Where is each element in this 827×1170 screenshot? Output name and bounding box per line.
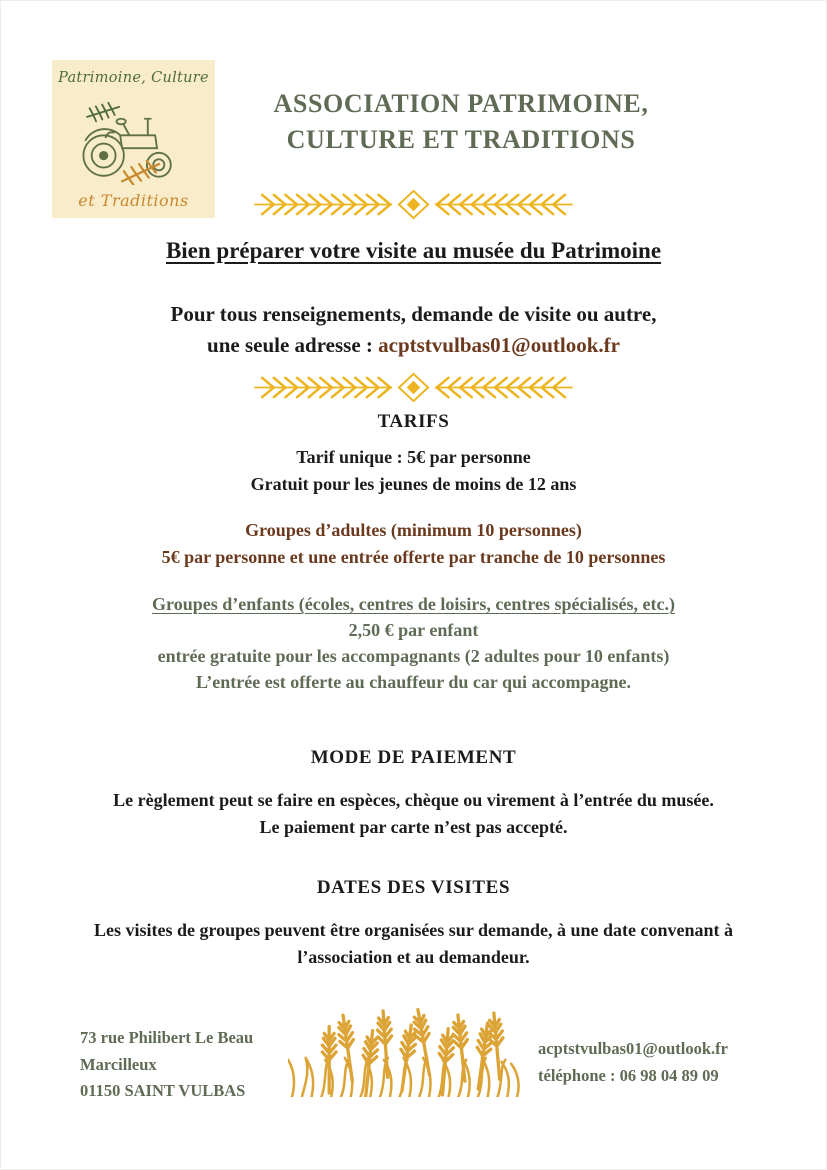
title-line-2: CULTURE ET TRADITIONS <box>286 125 636 154</box>
dates-line-2: l’association et au demandeur. <box>297 947 530 967</box>
gratuit-jeunes-line: Gratuit pour les jeunes de moins de 12 ans <box>250 474 577 494</box>
wheat-divider-ornament <box>0 371 827 404</box>
enfants-chauffeur: L’entrée est offerte au chauffeur du car qui accompagne. <box>195 672 632 692</box>
contact-prefix: une seule adresse : <box>207 333 379 357</box>
enfants-title: Groupes d’enfants (écoles, centres de loisirs, centres spécialisés, etc.) <box>152 594 675 614</box>
contact-line-2 <box>0 330 827 361</box>
title-line-1: ASSOCIATION PATRIMOINE, <box>273 89 649 118</box>
footer-email: acptstvulbas01@outlook.fr <box>538 1039 728 1058</box>
page-title <box>95 86 827 158</box>
wheat-ear-icon <box>118 157 162 184</box>
logo-text-bottom: et Traditions <box>78 191 189 210</box>
footer-address <box>80 1025 253 1105</box>
payment-details <box>0 787 827 841</box>
logo-text-top: Patrimoine, Culture <box>58 70 209 86</box>
contact-line-1: Pour tous renseignements, demande de visite ou autre, <box>170 302 657 326</box>
adultes-title: Groupes d’adultes (minimum 10 personnes) <box>245 520 582 540</box>
address-line-1: 73 rue Philibert Le Beau <box>80 1028 254 1047</box>
contact-info <box>0 299 827 361</box>
payment-line-1: Le règlement peut se faire en espèces, chèque ou virement à l’entrée du musée. <box>113 790 714 810</box>
adultes-detail: 5€ par personne et une entrée offerte par tranche de 10 personnes <box>161 547 666 567</box>
tarifs-heading: TARIFS <box>377 411 450 432</box>
child-group-pricing <box>0 591 827 695</box>
address-line-2: Marcilleux <box>80 1054 157 1074</box>
enfants-prix: 2,50 € par enfant <box>348 620 479 640</box>
dates-heading: DATES DES VISITES <box>316 877 511 898</box>
dates-line-1: Les visites de groupes peuvent être organisées sur demande, à une date convenant à <box>94 920 733 940</box>
footer <box>0 1005 827 1115</box>
payment-line-2: Le paiement par carte n’est pas accepté. <box>259 817 568 837</box>
payment-heading: MODE DE PAIEMENT <box>310 747 517 768</box>
wheat-divider-ornament <box>0 188 827 221</box>
enfants-accompagnants: entrée gratuite pour les accompagnants (2 adultes pour 10 enfants) <box>157 646 670 666</box>
wheat-field-icon <box>288 1007 523 1102</box>
visit-heading: Bien préparer votre visite au musée du Patrimoine <box>165 238 662 263</box>
email-link[interactable]: acptstvulbas01@outlook.fr <box>378 333 620 357</box>
dates-details <box>0 917 827 971</box>
tarifs-general-pricing <box>0 444 827 498</box>
tarif-unique-line: Tarif unique : 5€ par personne <box>296 447 531 467</box>
footer-phone: téléphone : 06 98 04 89 09 <box>538 1066 719 1085</box>
adult-group-pricing <box>0 517 827 571</box>
footer-contact <box>538 1035 728 1089</box>
address-line-3: 01150 SAINT VULBAS <box>80 1081 246 1100</box>
